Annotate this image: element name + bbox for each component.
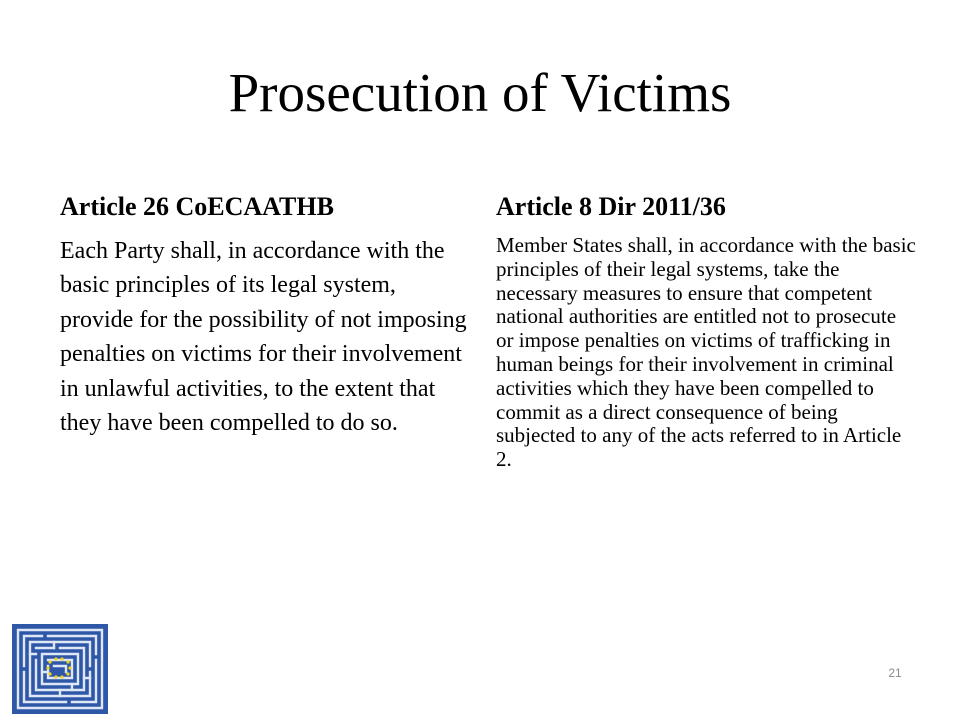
slide-title: Prosecution of Victims (228, 62, 732, 123)
eu-maze-logo-icon (12, 624, 108, 714)
left-column (60, 192, 470, 440)
left-heading: Article 26 CoECAATHB (60, 192, 334, 221)
left-body-text: Each Party shall, in accordance with the basic principles of its legal system, provide for the possibility of not imposing penalties on victims for their involvement in unlawful activities, to the extent that they have been compelled to do so. (60, 238, 467, 437)
right-heading: Article 8 Dir 2011/36 (496, 192, 726, 221)
right-column (496, 192, 916, 472)
right-body-text: Member States shall, in accordance with the basic principles of their legal systems, take the necessary measures to ensure that competent national authorities are entitled not to prosecute or impose penalties on victims of trafficking in human beings for their involvement in criminal activities which they have been compelled to commit as a direct consequence of being subjected to any of the acts referred to in Article 2. (496, 233, 916, 472)
slide-number: 21 (888, 666, 902, 680)
